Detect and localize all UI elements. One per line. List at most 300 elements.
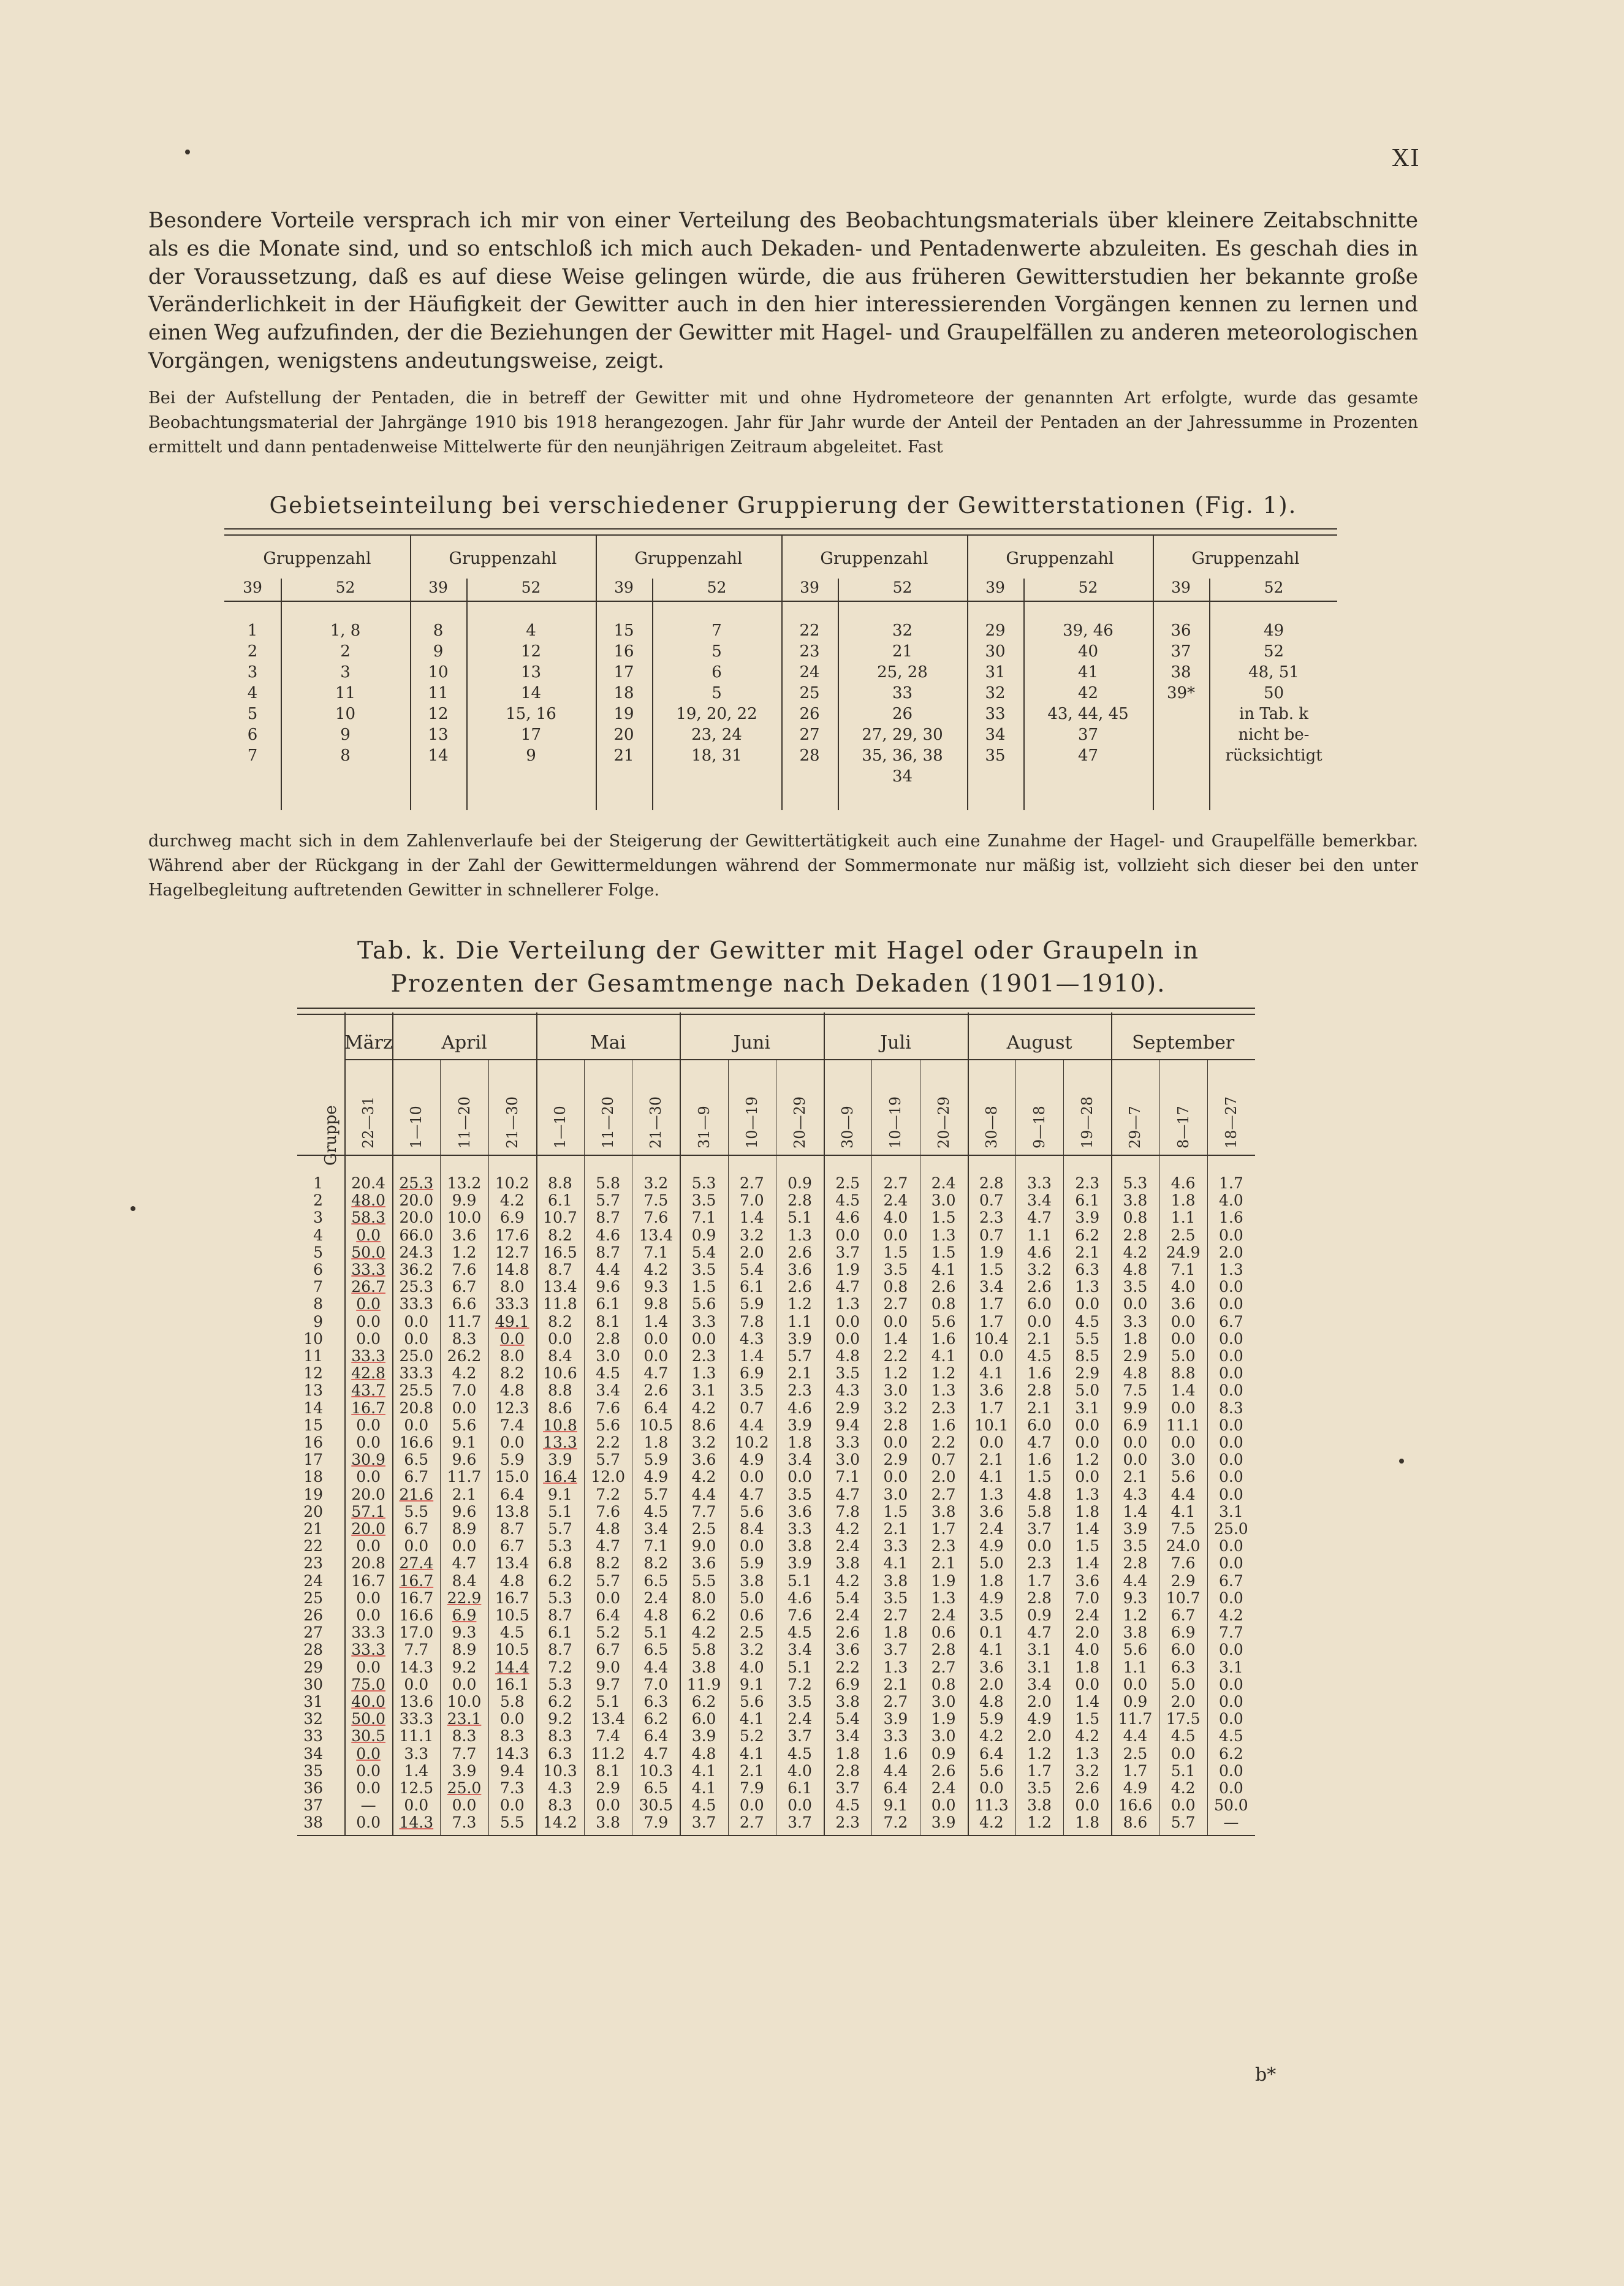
- small-paragraph-2: durchweg macht sich in dem Zahlenverlaufe bei der Steigerung der Gewittertätigkeit auch eine Zunahme der Hagel- und Graupelfälle bemerkbar. Während aber der Rückgang in der Zahl der Gewittermeldungen während der Sommermonate nur mäßig ist, vollzieht sich dieser bei den unter Hagelbegleitung auftretenden Gewitter in schnellerer Folge.: [148, 832, 1418, 900]
- table2-cell: 4.3: [835, 1381, 860, 1400]
- table2-cell: 2.3: [835, 1813, 860, 1832]
- table2-cell: 4.1: [979, 1641, 1004, 1659]
- table2-cell: 48.0: [351, 1191, 385, 1210]
- table2-cell: 5.7: [787, 1347, 812, 1365]
- table2-cell: 1.4: [1075, 1520, 1100, 1538]
- table1-cell-52: 21: [892, 642, 913, 661]
- table2-decade-header: 30—8: [982, 1106, 1000, 1149]
- table2-cell: 9.8: [643, 1295, 669, 1313]
- table2-cell: 1.4: [883, 1329, 908, 1348]
- table2-cell: 2.4: [787, 1710, 812, 1728]
- table2-cell: 3.5: [1123, 1278, 1148, 1296]
- table2-cell: 10.2: [734, 1433, 769, 1451]
- table2-cell: 4.1: [979, 1468, 1004, 1486]
- table2-cell: 13.6: [399, 1693, 434, 1711]
- table2-cell: 0.0: [452, 1796, 477, 1815]
- table2-cell: 4.3: [548, 1779, 572, 1797]
- table2-row-number: 30: [303, 1675, 323, 1693]
- table1-cell-52: 17: [520, 726, 542, 744]
- table2-cell: 0.0: [356, 1312, 381, 1331]
- table2-decade-header: 19—28: [1079, 1096, 1096, 1149]
- table2-cell: 2.1: [1027, 1399, 1052, 1417]
- table2-cell: 9.4: [499, 1761, 525, 1780]
- table2-cell: 4.4: [1123, 1727, 1148, 1745]
- table2-cell: 16.6: [399, 1606, 434, 1624]
- table2-cell: 0.0: [356, 1329, 381, 1348]
- table2-cell: 5.0: [979, 1554, 1004, 1573]
- table2-cell: 7.5: [1171, 1520, 1196, 1538]
- table2-cell: 1.3: [787, 1226, 812, 1244]
- table2-cell: 3.9: [787, 1554, 812, 1573]
- table2-cell: 0.0: [1219, 1485, 1243, 1503]
- table2-cell: 4.6: [1027, 1243, 1052, 1261]
- table2-month-header: September: [1132, 1032, 1235, 1054]
- table2-cell: 7.4: [596, 1727, 621, 1745]
- table2-cell: 2.7: [931, 1485, 956, 1503]
- table2-cell: 7.6: [596, 1399, 621, 1417]
- table2-cell: 1.7: [979, 1312, 1004, 1331]
- table2-cell: 13.4: [639, 1226, 674, 1244]
- table2-cell: 4.1: [979, 1364, 1004, 1383]
- table1-subheader-52: 52: [707, 579, 727, 596]
- table2-cell: 1.4: [739, 1209, 764, 1227]
- table2-cell: 3.4: [1027, 1191, 1052, 1210]
- table2-cell: 3.6: [691, 1451, 716, 1469]
- table2-cell: 8.3: [1219, 1399, 1243, 1417]
- table2-month-header: Juli: [880, 1032, 911, 1054]
- table2-cell: 4.4: [643, 1658, 669, 1676]
- table2-decade-header: 20—29: [935, 1096, 952, 1149]
- table2-cell: 4.1: [739, 1744, 764, 1763]
- table2-cell: 0.0: [1219, 1468, 1243, 1486]
- table1-subheader-39: 39: [985, 579, 1005, 596]
- table1-cell-39: 23: [799, 642, 820, 661]
- table2-cell: 5.7: [596, 1191, 621, 1210]
- table2-cell: 7.1: [643, 1537, 669, 1555]
- table2-cell: 6.1: [1075, 1191, 1100, 1210]
- table2-cell: 2.1: [931, 1554, 956, 1573]
- table2-cell: 14.4: [495, 1658, 529, 1676]
- table2-cell: 12.3: [495, 1399, 529, 1417]
- table1-header-rule: [224, 601, 1337, 602]
- table1-cell-39: 38: [1171, 663, 1191, 682]
- table2-cell: 2.1: [452, 1485, 477, 1503]
- table2-cell: 3.3: [691, 1312, 716, 1331]
- table2-row-number: 33: [303, 1727, 323, 1745]
- table1-cell-39: 18: [613, 684, 634, 702]
- table2-cell: 2.8: [931, 1641, 956, 1659]
- table1-cell-39: 10: [428, 663, 449, 682]
- table2-cell: 3.2: [1075, 1761, 1100, 1780]
- table2-cell: 2.6: [1075, 1779, 1100, 1797]
- table2-cell: 4.2: [1171, 1779, 1196, 1797]
- table1-cell-52: 11: [335, 684, 356, 702]
- table2-row-number: 18: [303, 1468, 323, 1486]
- table1-cell-39: 6: [247, 726, 258, 744]
- table2-cell: 0.0: [356, 1606, 381, 1624]
- table2-cell: 0.0: [1075, 1675, 1100, 1693]
- table2-cell: 2.7: [883, 1693, 908, 1711]
- table2-cell: 4.2: [835, 1520, 860, 1538]
- table2-cell: 2.9: [1075, 1364, 1100, 1383]
- table1-cell-39: 8: [433, 621, 444, 640]
- table2-cell: 1.4: [1075, 1554, 1100, 1573]
- table2-cell: 3.4: [596, 1381, 621, 1400]
- table2-cell: 3.6: [835, 1641, 860, 1659]
- table2-cell: 42.8: [351, 1364, 385, 1383]
- table2-cell: 7.7: [1219, 1623, 1243, 1642]
- table2-row-number: 31: [303, 1693, 323, 1711]
- table2-cell: 6.7: [1219, 1312, 1243, 1331]
- table2-cell: 3.8: [1027, 1796, 1052, 1815]
- table2-cell: 4.5: [835, 1191, 860, 1210]
- table2-cell: 25.0: [447, 1779, 482, 1797]
- table2-cell: 16.4: [543, 1468, 577, 1486]
- table2-cell: 4.4: [883, 1761, 908, 1780]
- table2-cell: 12.5: [399, 1779, 434, 1797]
- table2-cell: 2.0: [739, 1243, 764, 1261]
- table1-cell-52: 12: [520, 642, 542, 661]
- table2-cell: 4.5: [499, 1623, 525, 1642]
- table2-cell: 4.0: [787, 1761, 812, 1780]
- table2-cell: 10.3: [639, 1761, 674, 1780]
- table2-cell: 2.5: [1171, 1226, 1196, 1244]
- table2-cell: 1.4: [404, 1761, 429, 1780]
- table2-cell: 20.0: [351, 1520, 385, 1538]
- table2-cell: 3.3: [404, 1744, 429, 1763]
- table2-cell: 0.0: [1219, 1329, 1243, 1348]
- table2-cell: 0.0: [883, 1468, 908, 1486]
- table2-cell: 2.4: [931, 1779, 956, 1797]
- table2-cell: 6.4: [979, 1744, 1004, 1763]
- table2-cell: 3.5: [787, 1693, 812, 1711]
- table1-cell-39: 34: [985, 726, 1006, 744]
- table2-cell: 3.3: [787, 1520, 812, 1538]
- table2-cell: 10.7: [1166, 1589, 1201, 1607]
- table2-cell: 43.7: [351, 1381, 385, 1400]
- table2-cell: 1.8: [835, 1744, 860, 1763]
- table2-cell: 11.8: [543, 1295, 577, 1313]
- table1-cell-39: 9: [433, 642, 444, 661]
- table2-cell: 5.0: [739, 1589, 764, 1607]
- table1-cell-52: 25, 28: [877, 663, 928, 682]
- table2-cell: 0.6: [931, 1623, 956, 1642]
- table1-cell-52: 52: [1263, 642, 1284, 661]
- table2-cell: 5.5: [691, 1571, 716, 1590]
- table1-cell-52: 39, 46: [1063, 621, 1114, 640]
- table2-cell: 3.5: [883, 1589, 908, 1607]
- table2-cell: 0.0: [1219, 1278, 1243, 1296]
- table2-cell: 3.2: [739, 1226, 764, 1244]
- table2-cell: 9.0: [691, 1537, 716, 1555]
- table2-cell: 8.4: [452, 1571, 477, 1590]
- table1-cell-39: 11: [428, 684, 449, 702]
- table1-cell-52: 43, 44, 45: [1047, 705, 1129, 723]
- table2-cell: 6.2: [691, 1693, 716, 1711]
- table2-month-header: August: [1006, 1032, 1072, 1054]
- table2-caption-line1: Tab. k. Die Verteilung der Gewitter mit Hagel oder Graupeln in: [357, 937, 1199, 965]
- table2-cell: 4.9: [1123, 1779, 1148, 1797]
- table2-cell: 1.8: [787, 1433, 812, 1451]
- table2-cell: 1.1: [787, 1312, 812, 1331]
- table2-cell: 0.0: [356, 1295, 381, 1313]
- table2-cell: 4.5: [1075, 1312, 1100, 1331]
- table2-cell: 17.6: [495, 1226, 529, 1244]
- table2-cell: 2.8: [596, 1329, 621, 1348]
- table2-cell: 5.3: [548, 1589, 572, 1607]
- table2-cell: 6.7: [452, 1278, 477, 1296]
- table2-cell: 5.7: [596, 1571, 621, 1590]
- table1-cell-52: 35, 36, 38: [862, 746, 943, 765]
- table2-cell: 1.7: [1027, 1571, 1052, 1590]
- table2-cell: 10.5: [495, 1606, 529, 1624]
- table2-cell: 4.9: [1027, 1710, 1052, 1728]
- table2-cell: 1.8: [1075, 1658, 1100, 1676]
- table2-cell: 3.3: [1123, 1312, 1148, 1331]
- table2-cell: 2.7: [931, 1658, 956, 1676]
- table2-cell: 3.1: [1219, 1502, 1243, 1521]
- table2-cell: 5.5: [404, 1502, 429, 1521]
- table2-cell: 6.2: [691, 1606, 716, 1624]
- table2-row-number: 13: [303, 1381, 323, 1400]
- table2-cell: 3.9: [883, 1710, 908, 1728]
- table2-cell: 7.2: [548, 1658, 572, 1676]
- table1-cell-39: 13: [428, 726, 449, 744]
- table1-subheader-39: 39: [614, 579, 634, 596]
- table1-cell-52: 23, 24: [691, 726, 742, 744]
- table2-cell: 6.0: [1171, 1641, 1196, 1659]
- table2-cell: 1.2: [1027, 1744, 1052, 1763]
- table2-cell: 0.0: [835, 1312, 860, 1331]
- table2-group-label: Gruppe: [322, 1105, 340, 1166]
- table2-cell: 1.5: [1027, 1468, 1052, 1486]
- table1-group-header: Gruppenzahl: [634, 549, 743, 568]
- table2-cell: 49.1: [495, 1312, 529, 1331]
- table2-cell: 30.9: [351, 1451, 385, 1469]
- table1-cell-52: 32: [892, 621, 913, 640]
- footer-signature: b*: [1255, 2064, 1277, 2086]
- table2-cell: 0.0: [356, 1226, 381, 1244]
- table2-cell: 4.5: [835, 1796, 860, 1815]
- table2-cell: 6.3: [1171, 1658, 1196, 1676]
- table2-cell: 6.4: [643, 1727, 669, 1745]
- table1-subheader-separator: [1023, 579, 1025, 601]
- table2-cell: 0.0: [1219, 1710, 1243, 1728]
- table2-cell: 12.7: [495, 1243, 529, 1261]
- table2-cell: 36.2: [399, 1261, 434, 1278]
- table2-cell: 33.3: [399, 1295, 434, 1313]
- table2-cell: 2.0: [1075, 1623, 1100, 1642]
- table2-cell: 4.0: [1075, 1641, 1100, 1659]
- table2-cell: 1.1: [1171, 1209, 1196, 1227]
- table2-cell: 5.4: [835, 1710, 860, 1728]
- table2-cell: 7.0: [1075, 1589, 1100, 1607]
- table2-cell: 14.3: [399, 1658, 434, 1676]
- table2-cell: 5.3: [691, 1174, 716, 1192]
- table2-cell: 8.3: [548, 1727, 572, 1745]
- table2-cell: 2.2: [931, 1433, 956, 1451]
- table2-cell: 7.6: [643, 1209, 669, 1227]
- table2-cell: 1.7: [1123, 1761, 1148, 1780]
- table2-row-number: 27: [303, 1623, 323, 1642]
- table2-cell: 6.1: [739, 1278, 764, 1296]
- table2-cell: 7.9: [739, 1779, 764, 1797]
- table2-cell: 3.8: [931, 1502, 956, 1521]
- table2-cell: 22.9: [447, 1589, 482, 1607]
- table2-cell: 3.8: [1123, 1623, 1148, 1642]
- table2-cell: 57.1: [351, 1502, 385, 1521]
- table2-decade-header: 20—29: [791, 1096, 808, 1149]
- table2-cell: 3.8: [739, 1571, 764, 1590]
- table2-cell: 5.7: [596, 1451, 621, 1469]
- table2-cell: 4.0: [1219, 1191, 1243, 1210]
- table2-cell: 9.7: [596, 1675, 621, 1693]
- table2-cell: 33.3: [351, 1261, 385, 1278]
- table2-cell: 7.2: [883, 1813, 908, 1832]
- table2-cell: 0.0: [356, 1589, 381, 1607]
- table1-cell-39: 26: [799, 705, 820, 723]
- table2-cell: 6.3: [643, 1693, 669, 1711]
- table2-cell: 2.6: [931, 1278, 956, 1296]
- table2-cell: 0.0: [596, 1589, 621, 1607]
- table2-month-header: März: [344, 1032, 393, 1054]
- table1-cell-39: 15: [613, 621, 634, 640]
- table2-cell: 0.0: [787, 1468, 812, 1486]
- table2-cell: 8.6: [691, 1416, 716, 1434]
- table2-cell: 4.8: [1027, 1485, 1052, 1503]
- table2-cell: 3.9: [931, 1813, 956, 1832]
- table2-cell: 0.0: [452, 1675, 477, 1693]
- table2-cell: 0.0: [979, 1347, 1004, 1365]
- table2-cell: 8.8: [548, 1174, 572, 1192]
- table2-cell: 4.1: [883, 1554, 908, 1573]
- table2-cell: 9.6: [452, 1502, 477, 1521]
- table2-cell: 4.6: [787, 1589, 812, 1607]
- table2-cell: 8.9: [452, 1641, 477, 1659]
- table2-row-number: 26: [303, 1606, 323, 1624]
- table2-cell: 5.1: [596, 1693, 621, 1711]
- table2-cell: 9.4: [835, 1416, 860, 1434]
- table2-cell: 4.0: [1171, 1278, 1196, 1296]
- table2-cell: 3.6: [1171, 1295, 1196, 1313]
- table2-cell: 6.2: [1219, 1744, 1243, 1763]
- table2-cell: 15.0: [495, 1468, 529, 1486]
- table2-cell: 2.8: [1027, 1381, 1052, 1400]
- table2-row-number: 10: [303, 1329, 323, 1348]
- table2-cell: 7.7: [404, 1641, 429, 1659]
- table2-decade-header: 9—18: [1031, 1106, 1049, 1149]
- table2-cell: 5.5: [499, 1813, 525, 1832]
- table1-cell-39: 1: [247, 621, 258, 640]
- table2-cell: 8.3: [452, 1329, 477, 1348]
- table2-cell: 2.4: [643, 1589, 669, 1607]
- table2-cell: 4.5: [691, 1796, 716, 1815]
- table1-cell-52: 9: [526, 746, 536, 765]
- table2-decade-header: 11—20: [599, 1096, 617, 1149]
- table1-cell-52: 41: [1077, 663, 1099, 682]
- table2-decade-header: 10—19: [743, 1096, 761, 1149]
- table2-cell: 13.8: [495, 1502, 529, 1521]
- table2-cell: 6.0: [691, 1710, 716, 1728]
- table2-cell: 0.0: [1219, 1433, 1243, 1451]
- table2-cell: 0.0: [548, 1329, 572, 1348]
- table2-cell: 0.0: [1075, 1468, 1100, 1486]
- table2-cell: 4.2: [1219, 1606, 1243, 1624]
- table2-cell: 1.7: [979, 1295, 1004, 1313]
- table2-cell: 4.7: [643, 1744, 669, 1763]
- table2-cell: 4.1: [931, 1261, 956, 1278]
- table2-decade-header: 31—9: [695, 1106, 713, 1149]
- table2-cell: 6.3: [548, 1744, 572, 1763]
- table2-cell: 6.4: [643, 1399, 669, 1417]
- table2-cell: 58.3: [351, 1209, 385, 1227]
- table2-cell: 4.5: [1171, 1727, 1196, 1745]
- table2-cell: 0.0: [1123, 1675, 1148, 1693]
- table1-cell-52: in Tab. k: [1239, 705, 1309, 723]
- table2-cell: 5.2: [739, 1727, 764, 1745]
- table2-cell: 4.8: [835, 1347, 860, 1365]
- table2-cell: 3.6: [691, 1554, 716, 1573]
- table2-cell: 1.3: [931, 1226, 956, 1244]
- table2-cell: 2.9: [1171, 1571, 1196, 1590]
- table2-cell: 4.8: [499, 1381, 525, 1400]
- table2-cell: 0.0: [931, 1796, 956, 1815]
- table2-cell: 1.9: [835, 1261, 860, 1278]
- table2-cell: 23.1: [447, 1710, 482, 1728]
- table2-cell: 8.2: [596, 1554, 621, 1573]
- table2-cell: 9.1: [739, 1675, 764, 1693]
- table2-cell: 1.6: [1027, 1451, 1052, 1469]
- table2-cell: 33.3: [351, 1641, 385, 1659]
- table2-decade-header: 21—30: [647, 1096, 665, 1149]
- table2-cell: 0.0: [356, 1744, 381, 1763]
- table2-row-number: 37: [303, 1796, 323, 1815]
- table2-cell: 3.0: [883, 1381, 908, 1400]
- table2-caption-line2: Prozenten der Gesamtmenge nach Dekaden (1901—1910).: [390, 970, 1166, 998]
- table1-cell-52: 34: [892, 767, 913, 786]
- table2-cell: 1.8: [883, 1623, 908, 1642]
- table2-cell: 0.0: [404, 1537, 429, 1555]
- table2-cell: 4.2: [691, 1468, 716, 1486]
- table2-cell: 4.2: [499, 1191, 525, 1210]
- table2-cell: 5.3: [548, 1537, 572, 1555]
- table2-cell: 1.4: [1123, 1502, 1148, 1521]
- table2-row-number: 29: [303, 1658, 323, 1676]
- table2-cell: 1.3: [691, 1364, 716, 1383]
- table2-cell: 2.7: [883, 1295, 908, 1313]
- table1-cell-52: 10: [335, 705, 356, 723]
- table2-cell: 0.0: [452, 1399, 477, 1417]
- table2-cell: 1.6: [931, 1329, 956, 1348]
- table2-cell: 1.5: [931, 1243, 956, 1261]
- table2-cell: 2.5: [835, 1174, 860, 1192]
- table2-cell: 26.2: [447, 1347, 482, 1365]
- table2-cell: 3.2: [739, 1641, 764, 1659]
- table2-cell: 4.5: [596, 1364, 621, 1383]
- table2-cell: 8.5: [1075, 1347, 1100, 1365]
- table2-cell: 8.2: [548, 1312, 572, 1331]
- table2-cell: 3.4: [643, 1520, 669, 1538]
- table2-cell: 1.1: [1123, 1658, 1148, 1676]
- table2-cell: 0.0: [739, 1796, 764, 1815]
- table1-cell-39: 3: [247, 663, 258, 682]
- table2-cell: 1.2: [931, 1364, 956, 1383]
- table2-cell: 33.3: [351, 1623, 385, 1642]
- table2-cell: 3.3: [835, 1433, 860, 1451]
- table2-cell: 4.2: [979, 1813, 1004, 1832]
- table2-cell: 6.4: [499, 1485, 525, 1503]
- table2-cell: 1.3: [883, 1658, 908, 1676]
